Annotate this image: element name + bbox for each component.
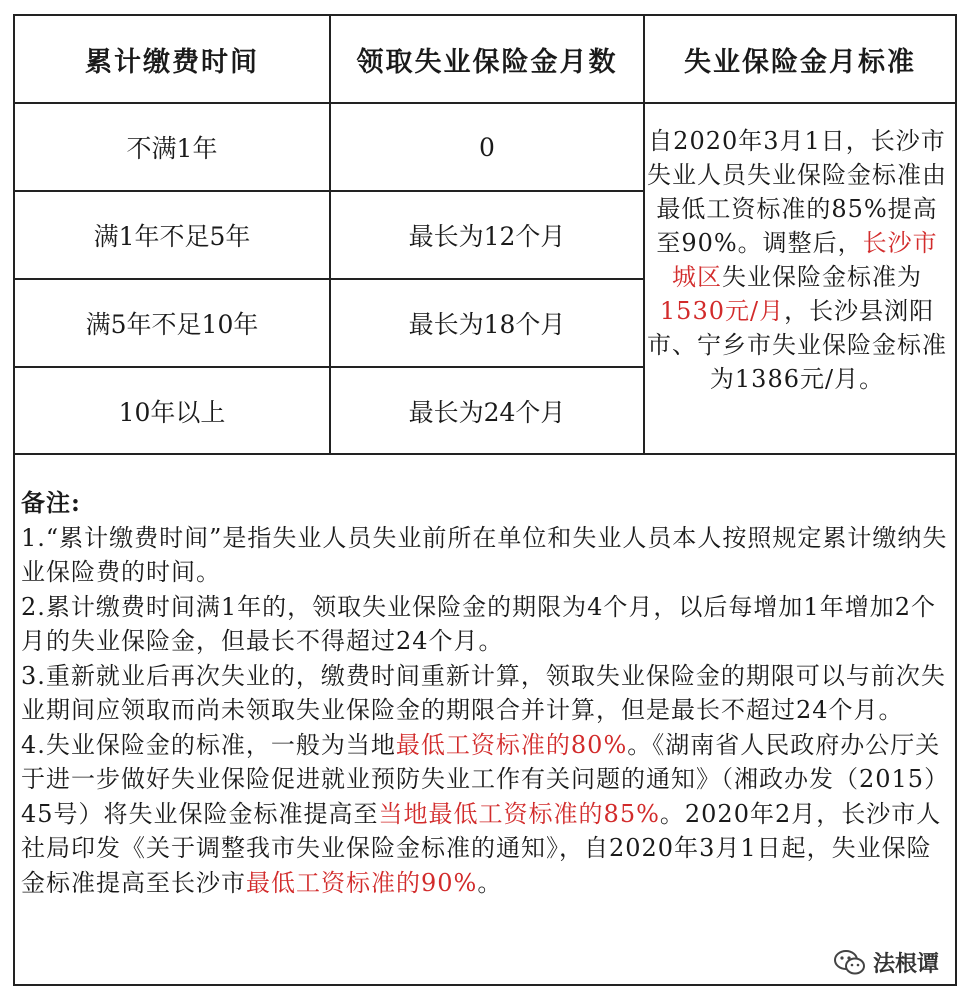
- notes-section: [21, 486, 951, 900]
- standard-text-2: 失业保险金标准为: [722, 263, 922, 291]
- standard-text-1: 自2020年3月1日，长沙市失业人员失业保险金标准由最低工资标准的85%提高至90%。调整后，: [647, 127, 947, 257]
- row2-duration: 满1年不足5年: [93, 222, 251, 251]
- benefit-table: [13, 14, 957, 986]
- row1-months: 0: [479, 132, 495, 162]
- wechat-icon: [833, 949, 867, 977]
- standard-text-3: ，长沙县浏阳市、宁乡市失业保险金标准为1386元/月。: [647, 297, 947, 393]
- notes-title: 备注:: [21, 488, 81, 517]
- note4-text-d: 。: [477, 868, 503, 897]
- note-item-2: 2.累计缴费时间满1年的，领取失业保险金的期限为4个月，以后每增加1年增加2个月的失业保险金，但最长不得超过24个月。: [21, 592, 936, 655]
- row4-months: 最长为24个月: [408, 398, 566, 427]
- row1-duration: 不满1年: [126, 134, 218, 163]
- note4-text-a: 4.失业保险金的标准，一般为当地: [21, 730, 396, 759]
- note4-text-c: 。2020年2月，长沙市人社局印发《关于调整我市失业保险金标准的通知》，自2020年3月1日起，失业保险金标准提高至长沙市: [21, 799, 942, 897]
- note4-highlight-85: 当地最低工资标准的85%: [378, 799, 660, 828]
- header-standard: 失业保险金月标准: [684, 46, 916, 78]
- row3-months: 最长为18个月: [408, 310, 566, 339]
- row3-duration: 满5年不足10年: [85, 310, 259, 339]
- header-months: 领取失业保险金月数: [356, 46, 618, 78]
- note4-highlight-90: 最低工资标准的90%: [246, 868, 478, 897]
- header-duration: 累计缴费时间: [85, 46, 259, 78]
- standard-highlight-city: 长沙市城区: [672, 229, 938, 291]
- note-item-1: 1.“累计缴费时间”是指失业人员失业前所在单位和失业人员本人按照规定累计缴纳失业保险费的时间。: [21, 523, 948, 586]
- watermark-name: 法根谭: [872, 951, 939, 977]
- standard-description: [647, 124, 947, 396]
- note4-highlight-80: 最低工资标准的80%: [395, 730, 628, 759]
- standard-highlight-amount: 1530元/月: [659, 297, 785, 325]
- note4-text-b: 。《湖南省人民政府办公厅关于进一步做好失业保险促进就业预防失业工作有关问题的通知》（湘政办发（2015）45号）将失业保险金标准提高至: [21, 730, 950, 828]
- note-item-3: 3.重新就业后再次失业的，缴费时间重新计算，领取失业保险金的期限可以与前次失业期间应领取而尚未领取失业保险金的期限合并计算，但是最长不超过24个月。: [21, 661, 946, 724]
- row2-months: 最长为12个月: [408, 222, 566, 251]
- note-item-4: [21, 728, 951, 901]
- watermark: [833, 947, 939, 978]
- row4-duration: 10年以上: [118, 398, 226, 427]
